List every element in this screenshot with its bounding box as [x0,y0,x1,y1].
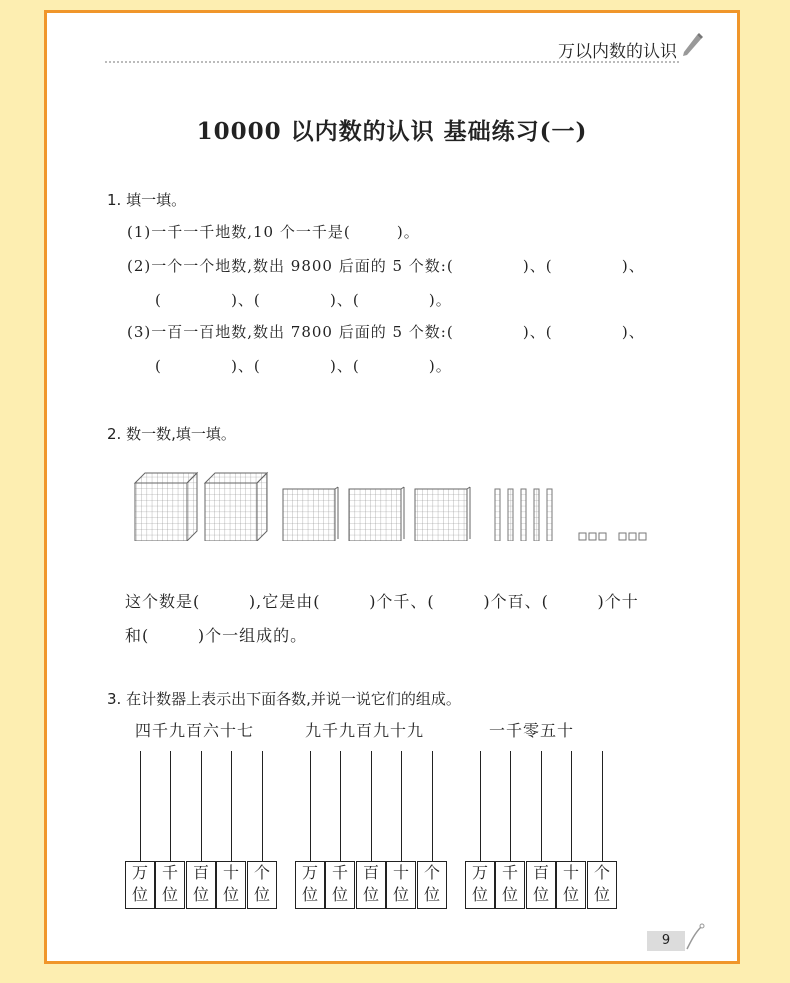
abacus-rod [371,751,372,861]
hundred-flat [349,487,404,541]
q1-line5: ( )、( )、( )。 [155,357,452,375]
abacus-rod [571,751,572,861]
place-label-shi: 十 位 [386,861,416,909]
q1-line2: (2)一个一个地数,数出 9800 后面的 5 个数:( )、( )、 [127,257,645,275]
abacus-rod [201,751,202,861]
unit-cube [599,533,606,540]
unit-cube [629,533,636,540]
place-label-wan: 万 位 [465,861,495,909]
abacus-rod [510,751,511,861]
abacus-rod [140,751,141,861]
q3-heading: 3. 在计数器上表示出下面各数,并说一说它们的组成。 [107,690,461,708]
place-label-ge: 个 位 [587,861,617,909]
q2-line1: 这个数是( ),它是由( )个千、( )个百、( )个十 [125,592,639,611]
counter-number-2: 九千九百九十九 [305,721,425,740]
header-title: 万以内数的认识 [558,42,677,62]
place-label-qian: 千 位 [495,861,525,909]
place-label-qian: 千 位 [325,861,355,909]
q2-heading: 2. 数一数,填一填。 [107,425,236,443]
abacus-rod [310,751,311,861]
ten-rod [521,489,526,541]
unit-cube [639,533,646,540]
abacus-rod [432,751,433,861]
quill-icon [685,923,705,951]
thousand-cube [205,473,267,541]
counter-number-1: 四千九百六十七 [135,721,255,740]
place-label-shi: 十 位 [216,861,246,909]
abacus-rod [602,751,603,861]
unit-cube [589,533,596,540]
ten-rod [547,489,552,541]
abacus-rod [231,751,232,861]
q1-line3: ( )、( )、( )。 [155,291,452,309]
place-label-shi: 十 位 [556,861,586,909]
q1-heading: 1. 填一填。 [107,191,187,209]
place-label-wan: 万 位 [125,861,155,909]
place-label-bai: 百 位 [356,861,386,909]
abacus-rod [541,751,542,861]
page-title: 10000 以内数的认识 基础练习(一) [196,118,588,145]
place-label-bai: 百 位 [526,861,556,909]
counter-number-3: 一千零五十 [489,721,575,740]
header-divider [105,61,679,63]
ten-rod [508,489,513,541]
abacus-rod [262,751,263,861]
unit-cube [619,533,626,540]
place-label-wan: 万 位 [295,861,325,909]
place-label-bai: 百 位 [186,861,216,909]
base-ten-blocks [131,471,671,541]
unit-cube [579,533,586,540]
ten-rod [534,489,539,541]
ten-rod [495,489,500,541]
abacus-rod [170,751,171,861]
hundred-flat [415,487,470,541]
hundred-flat [283,487,338,541]
place-label-ge: 个 位 [417,861,447,909]
place-label-ge: 个 位 [247,861,277,909]
q1-line4: (3)一百一百地数,数出 7800 后面的 5 个数:( )、( )、 [127,323,645,341]
abacus-rod [340,751,341,861]
place-label-qian: 千 位 [155,861,185,909]
pencil-icon [681,31,705,57]
q1-line1: (1)一千一千地数,10 个一千是( )。 [127,223,420,241]
thousand-cube [135,473,197,541]
q2-line2: 和( )个一组成的。 [125,626,308,645]
abacus-rod [480,751,481,861]
abacus-rod [401,751,402,861]
worksheet-page [44,10,740,964]
page-number: 9 [647,931,685,951]
